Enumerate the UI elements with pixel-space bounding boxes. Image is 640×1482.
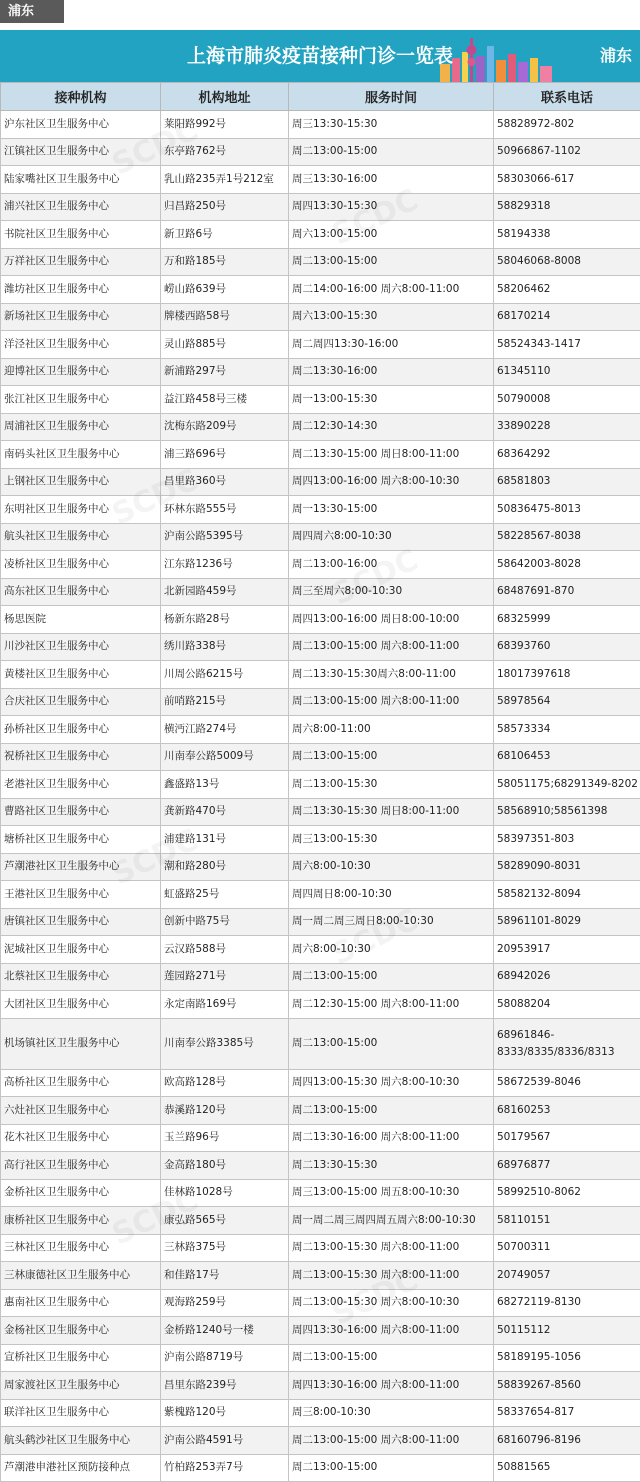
table-row [1, 496, 640, 524]
cell-service-hours: 周二13:00-15:00 [289, 138, 494, 166]
district-tag: 浦东 [0, 0, 64, 23]
cell-phone: 50700311 [494, 1234, 640, 1262]
table-header-row [1, 83, 640, 111]
cell-phone: 50966867-1102 [494, 138, 640, 166]
cell-clinic-name: 芦潮港社区卫生服务中心 [1, 853, 161, 881]
cell-service-hours: 周二13:30-15:00 周日8:00-11:00 [289, 441, 494, 469]
table-row [1, 166, 640, 194]
cell-clinic-name: 王港社区卫生服务中心 [1, 881, 161, 909]
cell-address: 竹柏路253弄7号 [161, 1454, 289, 1482]
cell-clinic-name: 张江社区卫生服务中心 [1, 386, 161, 414]
cell-service-hours: 周四13:30-16:00 周六8:00-11:00 [289, 1372, 494, 1400]
cell-clinic-name: 南码头社区卫生服务中心 [1, 441, 161, 469]
cell-address: 横沔江路274号 [161, 716, 289, 744]
cell-clinic-name: 航头社区卫生服务中心 [1, 523, 161, 551]
cell-phone: 68487691-870 [494, 578, 640, 606]
cell-address: 云汉路588号 [161, 936, 289, 964]
table-row [1, 798, 640, 826]
cell-service-hours: 周二13:00-15:00 周六8:00-11:00 [289, 633, 494, 661]
cell-clinic-name: 六灶社区卫生服务中心 [1, 1097, 161, 1125]
cell-address: 恭溪路120号 [161, 1097, 289, 1125]
cell-phone: 50790008 [494, 386, 640, 414]
cell-clinic-name: 上钢社区卫生服务中心 [1, 468, 161, 496]
cell-clinic-name: 芦潮港申港社区预防接种点 [1, 1454, 161, 1482]
cell-address: 杨新东路28号 [161, 606, 289, 634]
cell-address: 崂山路639号 [161, 276, 289, 304]
cell-service-hours: 周四13:00-15:30 周六8:00-10:30 [289, 1069, 494, 1097]
cell-service-hours: 周四13:30-15:30 [289, 193, 494, 221]
table-row [1, 441, 640, 469]
column-header: 机构地址 [161, 83, 289, 111]
cell-clinic-name: 新场社区卫生服务中心 [1, 303, 161, 331]
cell-clinic-name: 北蔡社区卫生服务中心 [1, 963, 161, 991]
table-row [1, 1289, 640, 1317]
table-row [1, 881, 640, 909]
cell-service-hours: 周三8:00-10:30 [289, 1399, 494, 1427]
cell-clinic-name: 书院社区卫生服务中心 [1, 221, 161, 249]
cell-clinic-name: 三林社区卫生服务中心 [1, 1234, 161, 1262]
table-row [1, 908, 640, 936]
cell-address: 潮和路280号 [161, 853, 289, 881]
cell-service-hours: 周二13:00-15:00 [289, 963, 494, 991]
table-row [1, 221, 640, 249]
table-row [1, 578, 640, 606]
cell-phone: 68106453 [494, 743, 640, 771]
cell-clinic-name: 泥城社区卫生服务中心 [1, 936, 161, 964]
cell-address: 归昌路250号 [161, 193, 289, 221]
cell-phone: 68272119-8130 [494, 1289, 640, 1317]
cell-clinic-name: 花木社区卫生服务中心 [1, 1124, 161, 1152]
cell-service-hours: 周三13:30-16:00 [289, 166, 494, 194]
cell-address: 牌楼西路58号 [161, 303, 289, 331]
cell-clinic-name: 曹路社区卫生服务中心 [1, 798, 161, 826]
cell-service-hours: 周二13:00-15:00 [289, 743, 494, 771]
cell-clinic-name: 高东社区卫生服务中心 [1, 578, 161, 606]
banner-district: 浦东 [600, 30, 632, 82]
cell-phone: 58672539-8046 [494, 1069, 640, 1097]
cell-service-hours: 周二13:00-15:30 周六8:00-10:30 [289, 1289, 494, 1317]
cell-clinic-name: 三林康德社区卫生服务中心 [1, 1262, 161, 1290]
cell-service-hours: 周四周六8:00-10:30 [289, 523, 494, 551]
cell-service-hours: 周二13:30-15:30 周日8:00-11:00 [289, 798, 494, 826]
cell-phone: 58228567-8038 [494, 523, 640, 551]
cell-address: 欧高路128号 [161, 1069, 289, 1097]
cell-service-hours: 周二12:30-15:00 周六8:00-11:00 [289, 991, 494, 1019]
table-row [1, 1454, 640, 1482]
cell-address: 昌里路360号 [161, 468, 289, 496]
cell-address: 莱阳路992号 [161, 111, 289, 139]
cell-clinic-name: 陆家嘴社区卫生服务中心 [1, 166, 161, 194]
cell-address: 金高路180号 [161, 1152, 289, 1180]
cell-address: 乳山路235弄1号212室 [161, 166, 289, 194]
cell-clinic-name: 周家渡社区卫生服务中心 [1, 1372, 161, 1400]
table-row [1, 743, 640, 771]
cell-service-hours: 周一周二周三周四周五周六8:00-10:30 [289, 1207, 494, 1235]
column-header: 接种机构 [1, 83, 161, 111]
table-row [1, 1152, 640, 1180]
cell-address: 玉兰路96号 [161, 1124, 289, 1152]
cell-service-hours: 周四13:00-16:00 周日8:00-10:00 [289, 606, 494, 634]
cell-phone: 50836475-8013 [494, 496, 640, 524]
cell-clinic-name: 老港社区卫生服务中心 [1, 771, 161, 799]
cell-phone: 58978564 [494, 688, 640, 716]
cell-address: 沈梅东路209号 [161, 413, 289, 441]
cell-phone: 58992510-8062 [494, 1179, 640, 1207]
cell-phone: 58839267-8560 [494, 1372, 640, 1400]
cell-phone: 58088204 [494, 991, 640, 1019]
cell-address: 创新中路75号 [161, 908, 289, 936]
table-row [1, 1207, 640, 1235]
cell-clinic-name: 洋泾社区卫生服务中心 [1, 331, 161, 359]
table-row [1, 276, 640, 304]
cell-service-hours: 周二13:00-15:00 [289, 1454, 494, 1482]
cell-address: 观海路259号 [161, 1289, 289, 1317]
cell-phone: 58642003-8028 [494, 551, 640, 579]
cell-phone: 20953917 [494, 936, 640, 964]
cell-phone: 61345110 [494, 358, 640, 386]
table-row [1, 606, 640, 634]
cell-service-hours: 周一13:30-15:00 [289, 496, 494, 524]
cell-service-hours: 周二周四13:30-16:00 [289, 331, 494, 359]
cell-address: 新卫路6号 [161, 221, 289, 249]
cell-service-hours: 周三13:00-15:00 周五8:00-10:30 [289, 1179, 494, 1207]
table-row [1, 1372, 640, 1400]
cell-clinic-name: 唐镇社区卫生服务中心 [1, 908, 161, 936]
cell-service-hours: 周二13:00-15:30 周六8:00-11:00 [289, 1262, 494, 1290]
cell-clinic-name: 航头鹤沙社区卫生服务中心 [1, 1427, 161, 1455]
cell-service-hours: 周二13:00-15:00 周六8:00-11:00 [289, 688, 494, 716]
table-row [1, 413, 640, 441]
cell-phone: 68160253 [494, 1097, 640, 1125]
banner-title: 上海市肺炎疫苗接种门诊一览表 [0, 30, 640, 82]
cell-clinic-name: 塘桥社区卫生服务中心 [1, 826, 161, 854]
cell-address: 沪南公路8719号 [161, 1344, 289, 1372]
cell-clinic-name: 金杨社区卫生服务中心 [1, 1317, 161, 1345]
cell-service-hours: 周二13:30-16:00 [289, 358, 494, 386]
cell-address: 益江路458号三楼 [161, 386, 289, 414]
cell-service-hours: 周四周日8:00-10:30 [289, 881, 494, 909]
cell-clinic-name: 沪东社区卫生服务中心 [1, 111, 161, 139]
cell-phone: 58046068-8008 [494, 248, 640, 276]
table-row [1, 248, 640, 276]
table-row [1, 688, 640, 716]
table-row [1, 1399, 640, 1427]
cell-phone: 68961846-8333/8335/8336/8313 [494, 1018, 640, 1069]
table-row [1, 523, 640, 551]
cell-clinic-name: 高行社区卫生服务中心 [1, 1152, 161, 1180]
cell-phone: 58582132-8094 [494, 881, 640, 909]
cell-phone: 58337654-817 [494, 1399, 640, 1427]
cell-service-hours: 周四13:00-16:00 周六8:00-10:30 [289, 468, 494, 496]
cell-service-hours: 周二13:00-15:30 [289, 771, 494, 799]
cell-service-hours: 周二13:00-15:00 [289, 1344, 494, 1372]
cell-address: 浦建路131号 [161, 826, 289, 854]
cell-address: 沪南公路4591号 [161, 1427, 289, 1455]
cell-phone: 58206462 [494, 276, 640, 304]
cell-clinic-name: 凌桥社区卫生服务中心 [1, 551, 161, 579]
cell-phone: 58110151 [494, 1207, 640, 1235]
cell-clinic-name: 黄楼社区卫生服务中心 [1, 661, 161, 689]
cell-phone: 68976877 [494, 1152, 640, 1180]
cell-clinic-name: 万祥社区卫生服务中心 [1, 248, 161, 276]
cell-phone: 58524343-1417 [494, 331, 640, 359]
table-row [1, 551, 640, 579]
cell-clinic-name: 大团社区卫生服务中心 [1, 991, 161, 1019]
cell-phone: 68393760 [494, 633, 640, 661]
cell-service-hours: 周一13:00-15:30 [289, 386, 494, 414]
cell-phone: 58829318 [494, 193, 640, 221]
cell-address: 川南奉公路5009号 [161, 743, 289, 771]
cell-phone: 58303066-617 [494, 166, 640, 194]
cell-service-hours: 周二13:00-15:00 [289, 1097, 494, 1125]
cell-phone: 58289090-8031 [494, 853, 640, 881]
cell-phone: 68942026 [494, 963, 640, 991]
cell-address: 鑫盛路13号 [161, 771, 289, 799]
cell-address: 江东路1236号 [161, 551, 289, 579]
table-body [1, 111, 640, 1482]
cell-address: 沪南公路5395号 [161, 523, 289, 551]
cell-clinic-name: 东明社区卫生服务中心 [1, 496, 161, 524]
cell-phone: 68364292 [494, 441, 640, 469]
cell-phone: 58828972-802 [494, 111, 640, 139]
cell-clinic-name: 川沙社区卫生服务中心 [1, 633, 161, 661]
cell-clinic-name: 祝桥社区卫生服务中心 [1, 743, 161, 771]
table-row [1, 358, 640, 386]
cell-clinic-name: 机场镇社区卫生服务中心 [1, 1018, 161, 1069]
cell-service-hours: 周二13:30-16:00 周六8:00-11:00 [289, 1124, 494, 1152]
cell-address: 万和路185号 [161, 248, 289, 276]
cell-clinic-name: 高桥社区卫生服务中心 [1, 1069, 161, 1097]
cell-service-hours: 周三至周六8:00-10:30 [289, 578, 494, 606]
table-row [1, 1317, 640, 1345]
cell-address: 佳林路1028号 [161, 1179, 289, 1207]
table-row [1, 936, 640, 964]
cell-phone: 58397351-803 [494, 826, 640, 854]
cell-service-hours: 周二13:00-15:30 周六8:00-11:00 [289, 1234, 494, 1262]
cell-address: 东亭路762号 [161, 138, 289, 166]
cell-phone: 68170214 [494, 303, 640, 331]
cell-address: 川周公路6215号 [161, 661, 289, 689]
table-row [1, 331, 640, 359]
column-header: 服务时间 [289, 83, 494, 111]
table-row [1, 1427, 640, 1455]
table-row [1, 303, 640, 331]
cell-service-hours: 周二13:30-15:30周六8:00-11:00 [289, 661, 494, 689]
cell-address: 新浦路297号 [161, 358, 289, 386]
cell-clinic-name: 金桥社区卫生服务中心 [1, 1179, 161, 1207]
cell-service-hours: 周二12:30-14:30 [289, 413, 494, 441]
cell-clinic-name: 迎博社区卫生服务中心 [1, 358, 161, 386]
cell-address: 昌里东路239号 [161, 1372, 289, 1400]
cell-service-hours: 周二13:00-16:00 [289, 551, 494, 579]
cell-phone: 18017397618 [494, 661, 640, 689]
cell-address: 龚新路470号 [161, 798, 289, 826]
cell-address: 灵山路885号 [161, 331, 289, 359]
table-row [1, 1179, 640, 1207]
cell-address: 北新园路459号 [161, 578, 289, 606]
cell-service-hours: 周六8:00-10:30 [289, 853, 494, 881]
table-row [1, 661, 640, 689]
cell-service-hours: 周二13:00-15:00 周六8:00-11:00 [289, 1427, 494, 1455]
cell-phone: 68325999 [494, 606, 640, 634]
cell-address: 永定南路169号 [161, 991, 289, 1019]
cell-phone: 68581803 [494, 468, 640, 496]
cell-address: 环林东路555号 [161, 496, 289, 524]
table-row [1, 1124, 640, 1152]
cell-phone: 58189195-1056 [494, 1344, 640, 1372]
table-row [1, 1069, 640, 1097]
cell-service-hours: 周六8:00-10:30 [289, 936, 494, 964]
cell-clinic-name: 浦兴社区卫生服务中心 [1, 193, 161, 221]
cell-service-hours: 周二13:30-15:30 [289, 1152, 494, 1180]
cell-phone: 50179567 [494, 1124, 640, 1152]
cell-phone: 68160796-8196 [494, 1427, 640, 1455]
cell-phone: 58051175;68291349-8202 [494, 771, 640, 799]
cell-phone: 58573334 [494, 716, 640, 744]
cell-address: 三林路375号 [161, 1234, 289, 1262]
cell-address: 绣川路338号 [161, 633, 289, 661]
table-row [1, 826, 640, 854]
cell-address: 和佳路17号 [161, 1262, 289, 1290]
table-row [1, 853, 640, 881]
cell-clinic-name: 合庆社区卫生服务中心 [1, 688, 161, 716]
cell-clinic-name: 江镇社区卫生服务中心 [1, 138, 161, 166]
cell-clinic-name: 惠南社区卫生服务中心 [1, 1289, 161, 1317]
clinic-table [0, 82, 640, 1482]
cell-service-hours: 周三13:00-15:30 [289, 826, 494, 854]
cell-service-hours: 周四13:30-16:00 周六8:00-11:00 [289, 1317, 494, 1345]
cell-address: 前哨路215号 [161, 688, 289, 716]
cell-clinic-name: 潍坊社区卫生服务中心 [1, 276, 161, 304]
cell-phone: 50881565 [494, 1454, 640, 1482]
banner [0, 30, 640, 82]
table-row [1, 138, 640, 166]
cell-address: 浦三路696号 [161, 441, 289, 469]
cell-clinic-name: 杨思医院 [1, 606, 161, 634]
cell-address: 虹盛路25号 [161, 881, 289, 909]
cell-service-hours: 周六13:00-15:30 [289, 303, 494, 331]
cell-service-hours: 周二14:00-16:00 周六8:00-11:00 [289, 276, 494, 304]
table-row [1, 716, 640, 744]
cell-address: 川南奉公路3385号 [161, 1018, 289, 1069]
cell-phone: 50115112 [494, 1317, 640, 1345]
cell-address: 康弘路565号 [161, 1207, 289, 1235]
cell-service-hours: 周六8:00-11:00 [289, 716, 494, 744]
cell-clinic-name: 康桥社区卫生服务中心 [1, 1207, 161, 1235]
cell-phone: 58194338 [494, 221, 640, 249]
cell-service-hours: 周二13:00-15:00 [289, 248, 494, 276]
table-row [1, 633, 640, 661]
table-row [1, 991, 640, 1019]
table-row [1, 468, 640, 496]
table-row [1, 1234, 640, 1262]
cell-service-hours: 周六13:00-15:00 [289, 221, 494, 249]
cell-clinic-name: 宣桥社区卫生服务中心 [1, 1344, 161, 1372]
cell-phone: 33890228 [494, 413, 640, 441]
column-header: 联系电话 [494, 83, 640, 111]
table-row [1, 1097, 640, 1125]
cell-address: 莲园路271号 [161, 963, 289, 991]
cell-phone: 58961101-8029 [494, 908, 640, 936]
table-row [1, 386, 640, 414]
cell-service-hours: 周二13:00-15:00 [289, 1018, 494, 1069]
cell-phone: 58568910;58561398 [494, 798, 640, 826]
cell-address: 紫槐路120号 [161, 1399, 289, 1427]
table-row [1, 1344, 640, 1372]
cell-service-hours: 周三13:30-15:30 [289, 111, 494, 139]
table-row [1, 193, 640, 221]
table-row [1, 111, 640, 139]
cell-address: 金桥路1240号一楼 [161, 1317, 289, 1345]
cell-clinic-name: 周浦社区卫生服务中心 [1, 413, 161, 441]
table-row [1, 771, 640, 799]
cell-clinic-name: 联洋社区卫生服务中心 [1, 1399, 161, 1427]
cell-service-hours: 周一周二周三周日8:00-10:30 [289, 908, 494, 936]
table-row [1, 1018, 640, 1069]
cell-phone: 20749057 [494, 1262, 640, 1290]
table-row [1, 1262, 640, 1290]
cell-clinic-name: 孙桥社区卫生服务中心 [1, 716, 161, 744]
table-row [1, 963, 640, 991]
